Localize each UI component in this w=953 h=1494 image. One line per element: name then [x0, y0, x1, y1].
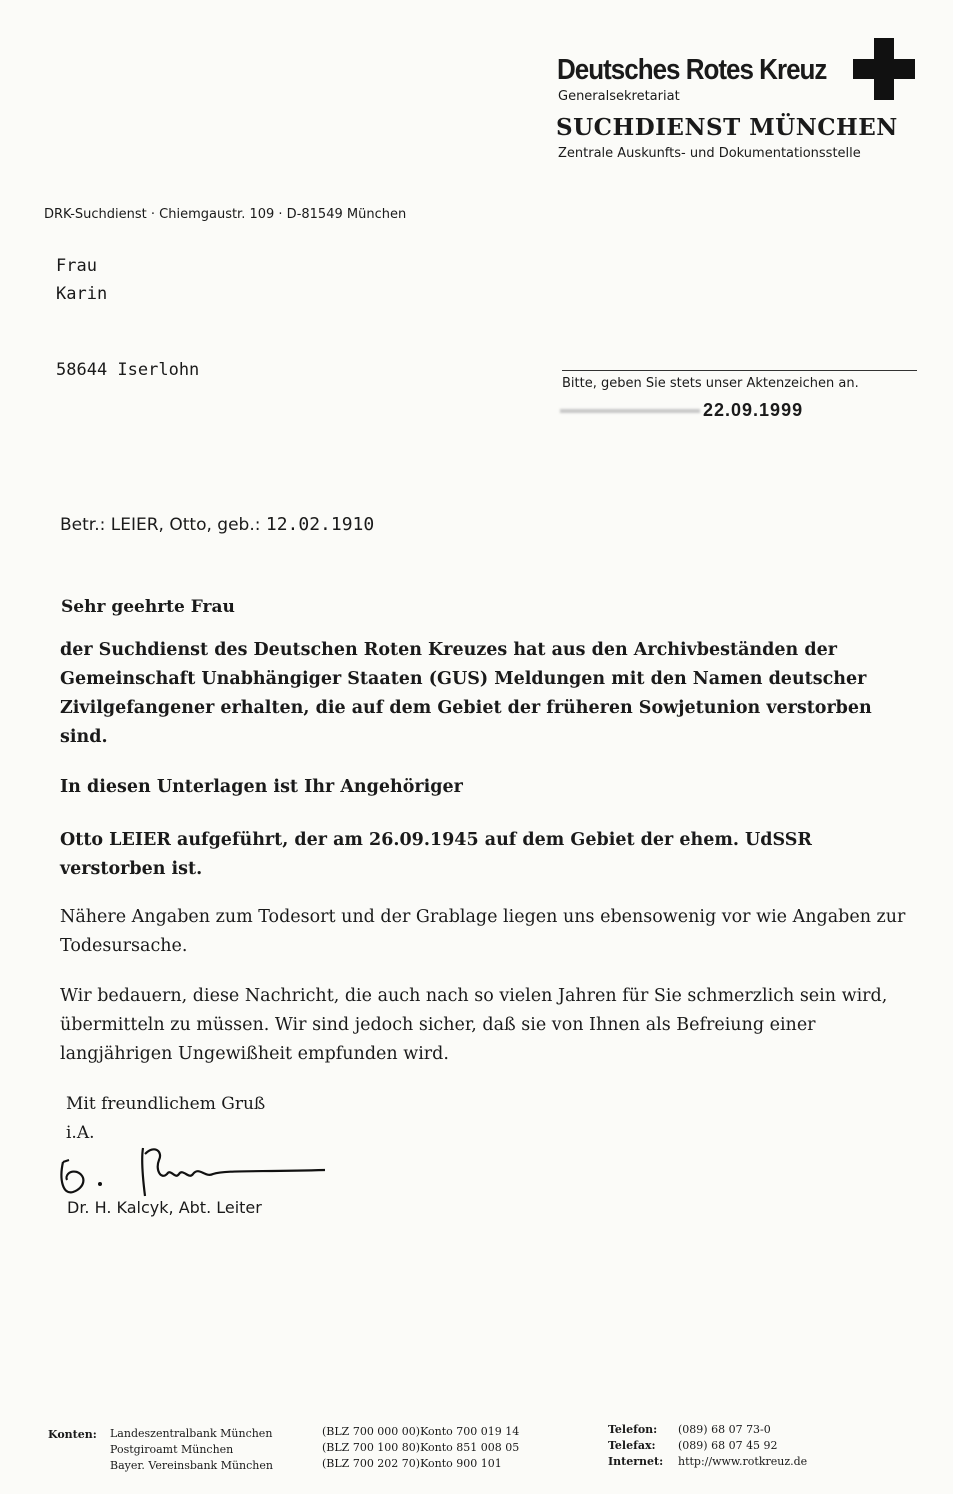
footer-contact-labels	[608, 1422, 663, 1470]
body-paragraph-5: Wir bedauern, diese Nachricht, die auch nach so vielen Jahren für Sie schmerzlich sein wird, übermitteln zu müssen. Wir sind jedoch sicher, daß sie von Ihnen als Befreiung einer langjährigen Ungewißheit empfunden wird.	[60, 986, 888, 1064]
bank-name: Postgiroamt München	[110, 1443, 234, 1456]
contact-label: Telefon:	[608, 1423, 658, 1436]
footer-contact-values	[678, 1422, 807, 1470]
contact-phone: (089) 68 07 73-0	[678, 1423, 771, 1436]
signer-name: Dr. H. Kalcyk, Abt. Leiter	[67, 1198, 262, 1217]
bank-name: Landeszentralbank München	[110, 1427, 273, 1440]
body-paragraph-1: der Suchdienst des Deutschen Roten Kreuzes hat aus den Archivbeständen der Gemeinschaft Unabhängiger Staaten (GUS) Meldungen mit den Namen deutscher Zivilgefangener erhalten, die auf dem Gebiet der früheren Sowjetunion verstorben sind.	[60, 640, 872, 747]
sender-address-line: DRK-Suchdienst · Chiemgaustr. 109 · D-81549 München	[44, 207, 407, 222]
subject-line	[60, 514, 374, 535]
closing-line: Mit freundlichem Gruß	[66, 1094, 266, 1114]
recipient-first-name: Karin	[56, 284, 108, 304]
contact-label: Telefax:	[608, 1439, 656, 1452]
letterhead-subtitle: Generalsekretariat	[558, 89, 680, 104]
body-paragraph-2: In diesen Unterlagen ist Ihr Angehöriger	[60, 777, 463, 797]
reference-divider	[562, 370, 917, 371]
contact-fax: (089) 68 07 45 92	[678, 1439, 778, 1452]
bank-name: Bayer. Vereinsbank München	[110, 1459, 273, 1472]
subject-prefix: Betr.:	[60, 515, 106, 535]
bank-details: (BLZ 700 000 00)Konto 700 019 14	[322, 1425, 520, 1438]
letter-date: 22.09.1999	[703, 400, 804, 420]
footer-bank-names	[110, 1426, 273, 1474]
body-paragraph-3: Otto LEIER aufgeführt, der am 26.09.1945 auf dem Gebiet der ehem. UdSSR verstorben ist.	[60, 830, 812, 879]
letterhead-department: SUCHDIENST MÜNCHEN	[556, 114, 898, 141]
contact-website: http://www.rotkreuz.de	[678, 1455, 808, 1468]
redacted-reference	[560, 409, 700, 413]
reference-note: Bitte, geben Sie stets unser Aktenzeichen an.	[562, 376, 859, 391]
bank-details: (BLZ 700 100 80)Konto 851 008 05	[322, 1441, 520, 1454]
letterhead-org-name: Deutsches Rotes Kreuz	[557, 52, 827, 86]
footer-accounts-label: Konten:	[48, 1428, 97, 1441]
subject-name: LEIER, Otto, geb.:	[110, 515, 261, 535]
letterhead-description: Zentrale Auskunfts- und Dokumentationsstelle	[558, 146, 861, 161]
body-paragraph-4: Nähere Angaben zum Todesort und der Grablage liegen uns ebensowenig vor wie Angaben zur Todesursache.	[60, 907, 906, 956]
contact-label: Internet:	[608, 1455, 664, 1468]
recipient-city: 58644 Iserlohn	[56, 360, 200, 380]
greeting: Sehr geehrte Frau	[61, 597, 235, 617]
subject-birthdate: 12.02.1910	[265, 514, 375, 535]
recipient-salutation: Frau	[56, 256, 97, 276]
footer-bank-details	[322, 1424, 519, 1472]
bank-details: (BLZ 700 202 70)Konto 900 101	[322, 1457, 502, 1470]
red-cross-logo	[853, 38, 915, 100]
closing-ia: i.A.	[66, 1123, 95, 1143]
